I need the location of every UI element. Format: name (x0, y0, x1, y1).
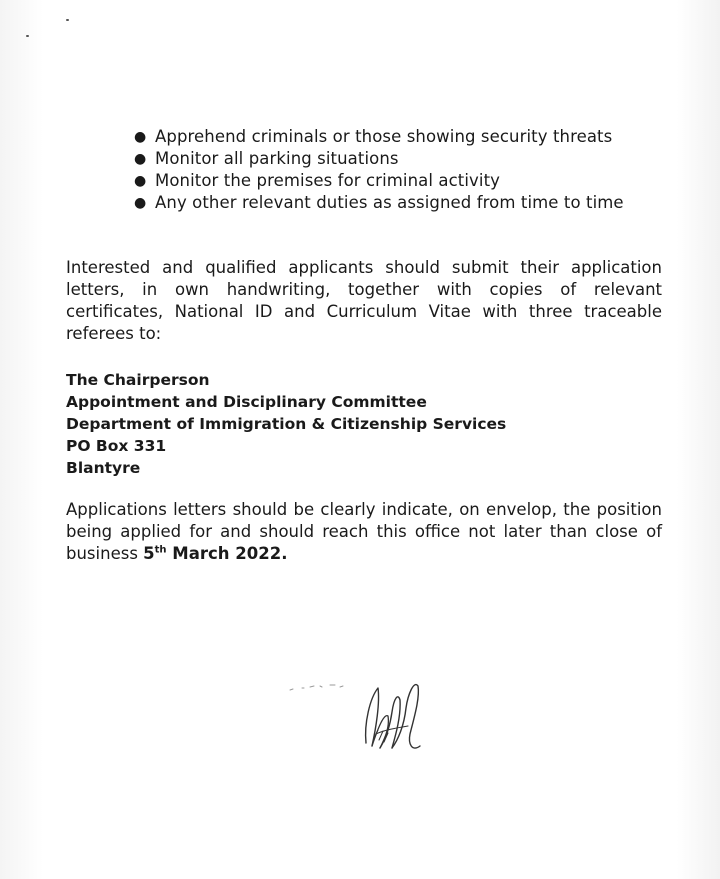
mailing-address (66, 369, 506, 479)
duties-list (130, 126, 690, 214)
address-line: The Chairperson (66, 371, 210, 389)
address-line: Blantyre (66, 459, 141, 477)
application-instructions: Interested and qualified applicants should submit their application letters, in own handwriting, together with copies of relevant certificates, National ID and Curriculum Vitae with three traceable referees to: (66, 258, 662, 343)
deadline-day: 5 (143, 544, 155, 563)
deadline-suffix: th (154, 544, 167, 556)
duty-text: Apprehend criminals or those showing security threats (155, 127, 613, 146)
list-item (130, 170, 690, 192)
bullet-icon: ● (134, 173, 147, 189)
handwritten-signature (280, 668, 450, 768)
list-item (130, 148, 690, 170)
list-item (130, 126, 690, 148)
bullet-icon: ● (134, 151, 147, 167)
duty-text: Monitor all parking situations (155, 149, 399, 168)
deadline-month-year: March 2022. (166, 544, 288, 563)
duty-text: Monitor the premises for criminal activity (155, 171, 501, 190)
bullet-icon: ● (134, 129, 147, 145)
scan-speck (66, 19, 69, 21)
closing-text: Applications letters should be clearly indicate, on envelop, the position being applied for and should reach this office not later than close of business (66, 500, 662, 563)
duty-text: Any other relevant duties as assigned from time to time (155, 193, 624, 212)
list-item (130, 192, 690, 214)
deadline-date (143, 544, 287, 563)
scan-speck (26, 35, 29, 37)
address-line: PO Box 331 (66, 437, 167, 455)
address-line: Department of Immigration & Citizenship Services (66, 415, 507, 433)
bullet-icon: ● (134, 195, 147, 211)
address-line: Appointment and Disciplinary Committee (66, 393, 427, 411)
closing-paragraph (66, 499, 662, 565)
